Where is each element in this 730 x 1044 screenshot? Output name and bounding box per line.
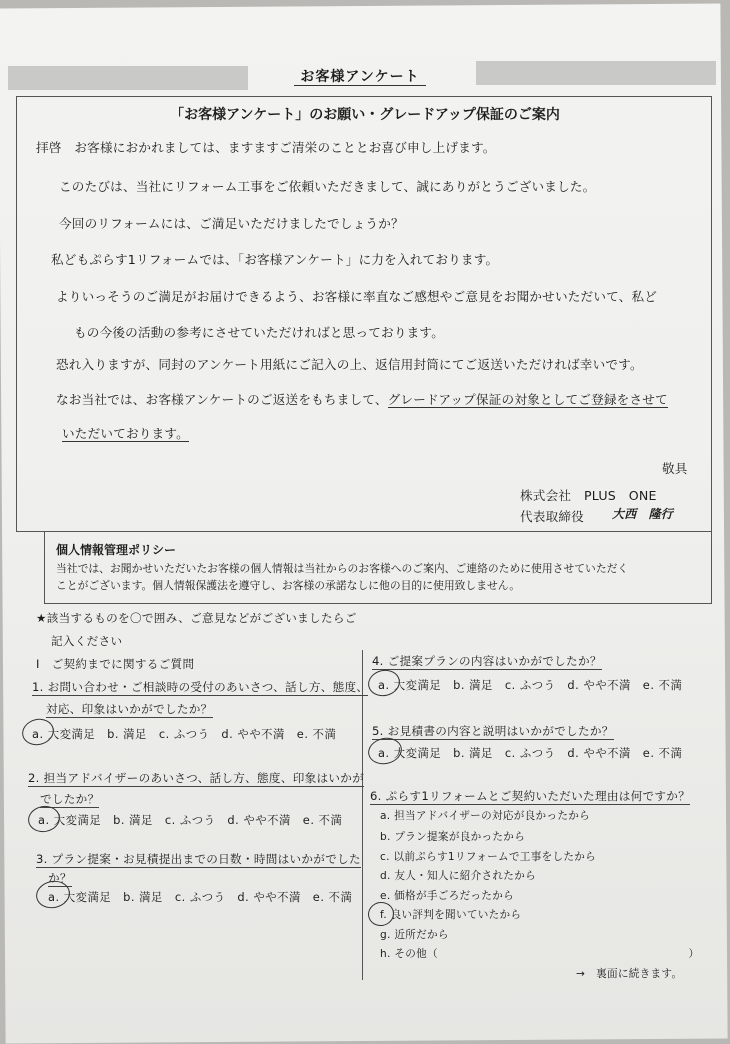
letter-line-5: よりいっそうのご満足がお届けできるよう、お客様に率直なご感想やご意見をお聞かせいただいて、私ど (56, 289, 658, 304)
question-4-text: 4. ご提案プランの内容はいかがでしたか？ (372, 654, 602, 668)
letter-heading: 「お客様アンケート」のお願い・グレードアップ保証のご案内 (170, 107, 560, 123)
q6-option-a[interactable]: a. 担当アドバイザーの対応が良かったから (380, 810, 591, 822)
letter-line-6: もの今後の活動の参考にさせていただければと思っております。 (74, 325, 445, 340)
letter-line-8-text: なお当社では、お客様アンケートのご返送をもちまして、 (56, 392, 388, 407)
privacy-policy-line-2: ことがございます。個人情報保護法を遵守し、お客様の承諾なしに他の目的に使用致しません。 (56, 579, 521, 592)
letter-line-8 (56, 389, 668, 408)
question-3-line-2-text: か？ (48, 871, 72, 885)
header-right-bar (476, 61, 716, 85)
q6-option-f[interactable]: f. 良い評判を聞いていたから (380, 909, 522, 921)
representative-signature: 大西 隆行 (612, 507, 674, 521)
page-title: お客様アンケート (285, 66, 435, 86)
question-6-text: 6. ぷらす1リフォームとご契約いただいた理由は何ですか？ (370, 789, 691, 803)
letter-line-4: 私どもぷらす1リフォームでは、「お客様アンケート」に力を入れております。 (51, 252, 499, 267)
question-2-answers[interactable]: a. 大変満足 b. 満足 c. ふつう d. やや不満 e. 不満 (38, 813, 343, 827)
column-divider (362, 650, 363, 980)
question-1-line-2-text: 対応、印象はいかがでしたか？ (46, 702, 213, 716)
privacy-policy-line-1: 当社では、お聞かせいただいたお客様の個人情報は当社からのお客様へのご案内、ご連絡のために使用させていただく (56, 562, 629, 575)
letter-box (16, 96, 712, 532)
question-2-line-1 (28, 770, 364, 786)
grade-up-guarantee-underlined: グレードアップ保証の対象としてご登録をさせて (387, 392, 668, 407)
company-name: 株式会社 PLUS ONE (520, 488, 657, 503)
representative-title: 代表取締役 (520, 509, 584, 524)
question-3-line-1-text: 3. プラン提案・お見積提出までの日数・時間はいかがでした (36, 852, 361, 866)
letter-line-9-underlined: いただいております。 (62, 426, 189, 441)
closing-keigu: 敬具 (662, 461, 688, 476)
question-2-line-2 (40, 791, 99, 807)
question-4-answers[interactable]: a. 大変満足 b. 満足 c. ふつう d. やや不満 e. 不満 (378, 678, 683, 692)
letter-line-2: このたびは、当社にリフォーム工事をご依頼いただきまして、誠にありがとうございました。 (59, 179, 596, 194)
q6-option-h[interactable]: h. その他（ ） (380, 948, 700, 960)
continue-note: → 裏面に続きます。 (576, 968, 683, 980)
question-6 (370, 788, 690, 804)
header-left-bar (8, 66, 248, 90)
question-1-line-1 (32, 679, 368, 695)
letter-line-3: 今回のリフォームには、ご満足いただけましたでしょうか？ (59, 216, 404, 231)
q6-option-d[interactable]: d. 友人・知人に紹介されたから (380, 870, 536, 882)
instruction-line-1: ★該当するものを〇で囲み、ご意見などがございましたらご (36, 611, 357, 625)
q6-option-c[interactable]: c. 以前ぷらす1リフォームで工事をしたから (380, 851, 597, 863)
q6-option-g[interactable]: g. 近所だから (380, 929, 449, 941)
letter-line-1: 拝啓 お客様におかれましては、ますますご清栄のこととお喜び申し上げます。 (36, 140, 496, 155)
q6-option-e[interactable]: e. 価格が手ごろだったから (380, 890, 514, 902)
question-5 (372, 723, 614, 739)
question-3-answers[interactable]: a. 大変満足 b. 満足 c. ふつう d. やや不満 e. 不満 (48, 890, 353, 904)
question-1-answers[interactable]: a. 大変満足 b. 満足 c. ふつう d. やや不満 e. 不満 (32, 727, 337, 741)
question-3-line-1 (36, 851, 361, 867)
question-2-line-1-text: 2. 担当アドバイザーのあいさつ、話し方、態度、印象はいかが (28, 771, 365, 785)
letter-line-9 (62, 423, 189, 442)
section-title: Ⅰ ご契約までに関するご質問 (36, 657, 195, 671)
instruction-line-2: 記入ください (51, 634, 123, 648)
question-1-line-1-text: 1. お問い合わせ・ご相談時の受付のあいさつ、話し方、態度、 (32, 680, 369, 694)
question-1-line-2 (46, 701, 213, 717)
question-5-answers[interactable]: a. 大変満足 b. 満足 c. ふつう d. やや不満 e. 不満 (378, 746, 683, 760)
letter-line-7: 恐れ入りますが、同封のアンケート用紙にご記入の上、返信用封筒にてご返送いただければ幸いです。 (56, 357, 643, 372)
question-2-line-2-text: でしたか？ (40, 792, 100, 806)
question-4 (372, 653, 602, 669)
question-5-text: 5. お見積書の内容と説明はいかがでしたか？ (372, 724, 614, 738)
privacy-policy-title: 個人情報管理ポリシー (56, 543, 177, 557)
q6-option-b[interactable]: b. プラン提案が良かったから (380, 831, 526, 843)
